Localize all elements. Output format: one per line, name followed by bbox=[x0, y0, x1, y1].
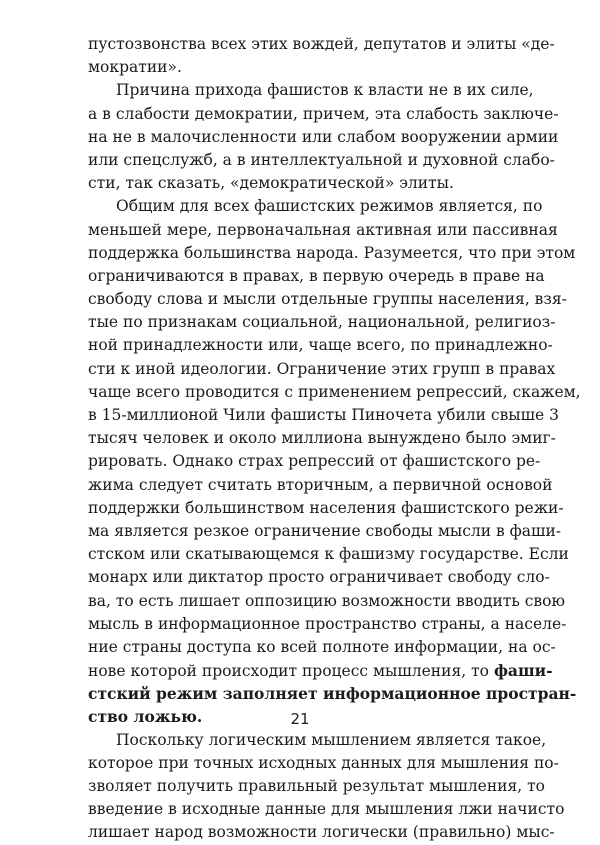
text-line: мысль в информационное пространство страны, а населе- bbox=[88, 614, 567, 633]
text-line: ва, то есть лишает оппозицию возможности вводить свою bbox=[88, 591, 565, 610]
text-line: тысяч человек и около миллиона вынуждено было эмиг- bbox=[88, 429, 556, 448]
text-line: на не в малочисленности или слабом вооружении армии bbox=[88, 127, 559, 146]
text-line: свободу слова и мысли отдельные группы населения, взя- bbox=[88, 290, 567, 309]
text-line: или спецслужб, а в интеллектуальной и духовной слабо- bbox=[88, 150, 555, 169]
text-line-bold: стский режим заполняет информационное простран- bbox=[88, 684, 577, 704]
text-line: стском или скатывающемся к фашизму государстве. Если bbox=[88, 545, 569, 564]
text-line: Поскольку логическим мышлением является такое, bbox=[116, 730, 547, 749]
text-line-bold-end: ство ложью. bbox=[88, 707, 203, 727]
text-line: рировать. Однако страх репрессий от фашистского ре- bbox=[88, 452, 541, 471]
text-line: поддержка большинства народа. Разумеется, что при этом bbox=[88, 243, 576, 262]
text-line: чаще всего проводится с применением репрессий, скажем, bbox=[88, 382, 581, 401]
page-number: 21 bbox=[290, 710, 310, 728]
text-line: ма является резкое ограничение свободы мысли в фаши- bbox=[88, 521, 562, 540]
text-line: лишает народ возможности логически (правильно) мыс- bbox=[88, 823, 555, 842]
text-line: а в слабости демократии, причем, эта слабость заключе- bbox=[88, 104, 559, 123]
text-lines-after bbox=[88, 729, 565, 845]
text-line: введение в исходные данные для мышления лжи начисто bbox=[88, 800, 565, 819]
text-line: пустозвонства всех этих вождей, депутатов и элиты «де- bbox=[88, 35, 555, 53]
text-line: в 15-миллионой Чили фашисты Пиночета убили свыше 3 bbox=[88, 406, 560, 424]
text-line: жима следует считать вторичным, а первичной основой bbox=[88, 475, 553, 494]
text-line: Причина прихода фашистов к власти не в их силе, bbox=[116, 81, 534, 100]
text-line: Общим для всех фашистских режимов является, по bbox=[116, 197, 543, 216]
text-line: ние страны доступа ко всей полноте информации, на ос- bbox=[88, 637, 556, 656]
text-line: меньшей мере, первоначальная активная или пассивная bbox=[88, 220, 558, 239]
text-line: ограничиваются в правах, в первую очередь в праве на bbox=[88, 266, 545, 285]
text-line: тые по признакам социальной, национальной, религиоз- bbox=[88, 313, 556, 332]
text-line: ной принадлежности или, чаще всего, по принадлежно- bbox=[88, 336, 553, 355]
text-line-bold-start: нове которой происходит процесс мышления, то фаши- bbox=[88, 661, 553, 681]
text-line: зволяет получить правильный результат мышления, то bbox=[88, 777, 546, 795]
text-line: поддержки большинством населения фашистского режи- bbox=[88, 498, 564, 517]
text-line: сти, так сказать, «демократической» элиты. bbox=[88, 174, 454, 193]
text-line: сти к иной идеологии. Ограничение этих групп в правах bbox=[88, 359, 556, 378]
text-line: мократии». bbox=[88, 58, 182, 77]
text-line: монарх или диктатор просто ограничивает свободу сло- bbox=[88, 568, 550, 587]
text-lines bbox=[88, 33, 581, 659]
text-line: которое при точных исходных данных для мышления по- bbox=[88, 753, 559, 772]
